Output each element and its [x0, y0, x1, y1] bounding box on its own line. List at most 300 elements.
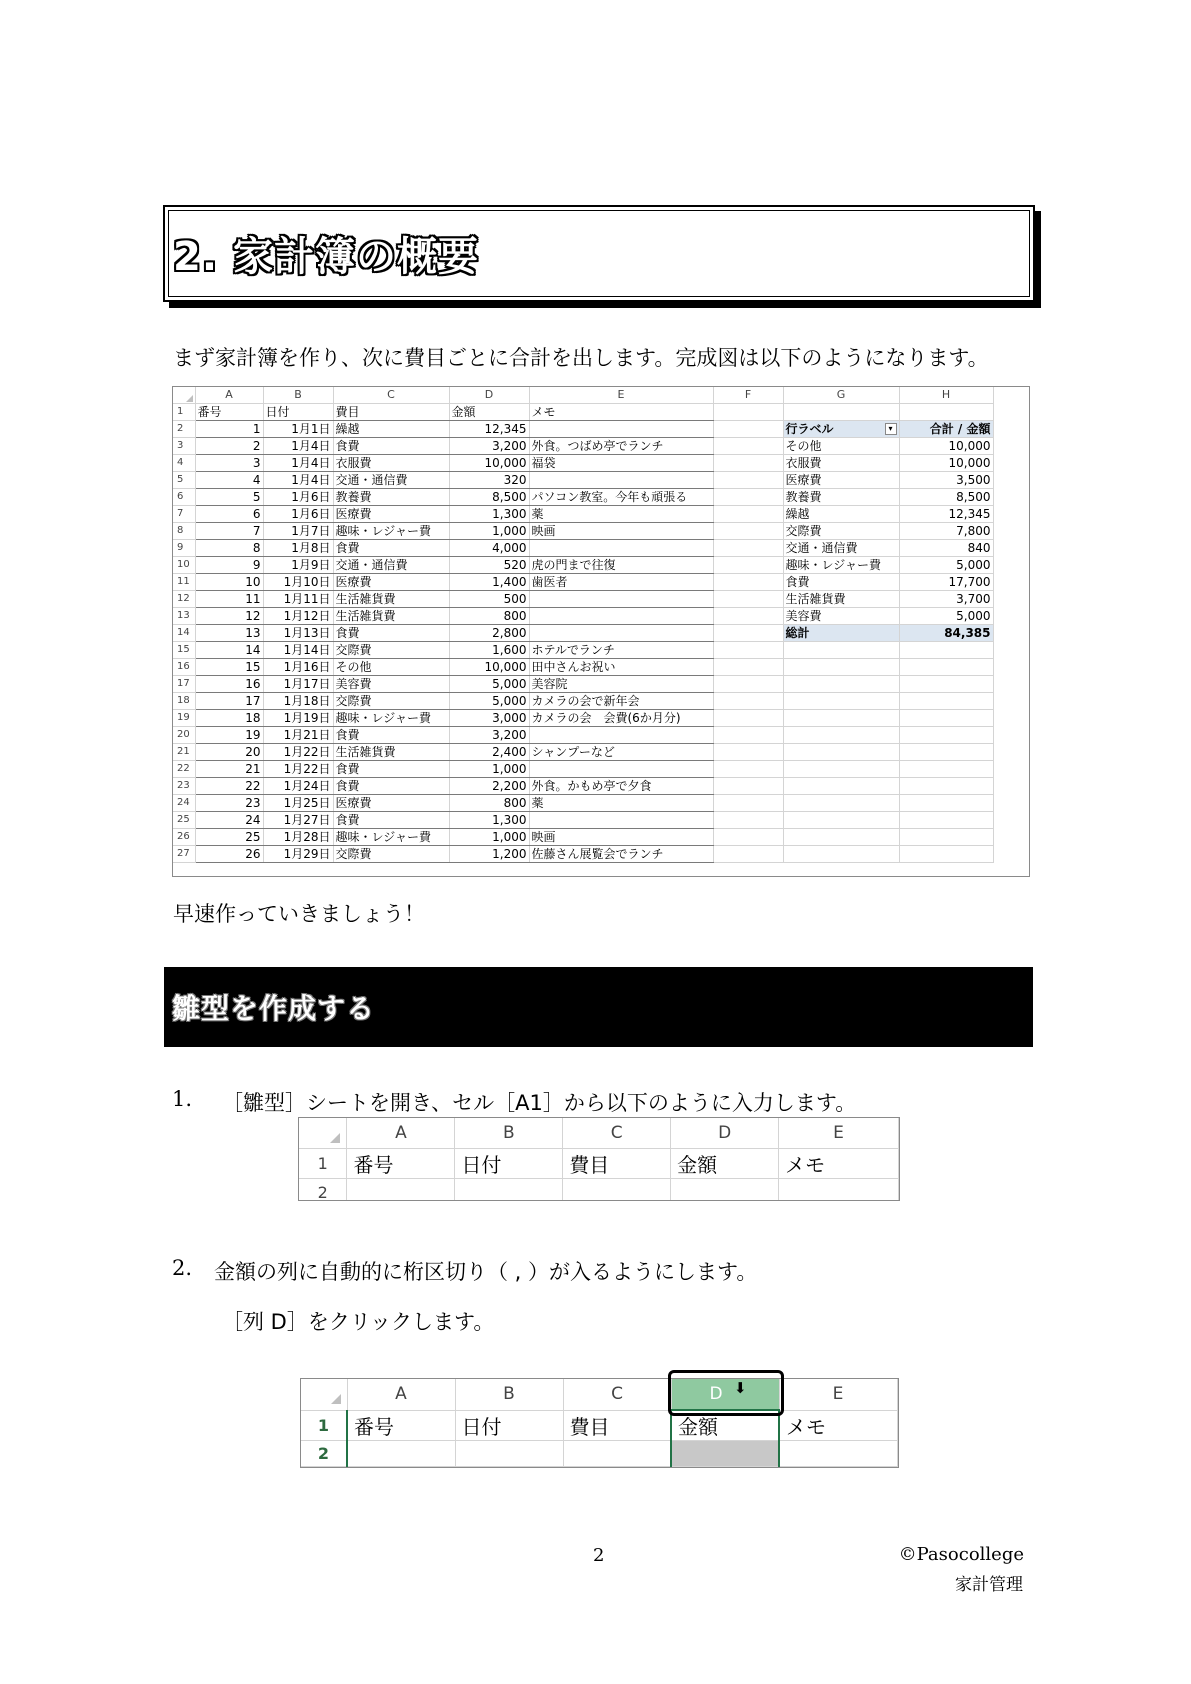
cell-a1[interactable]: 番号: [347, 1149, 455, 1179]
cell-amount[interactable]: 3,000: [449, 710, 529, 727]
cell-category[interactable]: 食費: [333, 625, 449, 642]
cell-memo[interactable]: 薬: [529, 506, 713, 523]
header-cell-date[interactable]: 日付: [263, 404, 333, 421]
pivot-row-value[interactable]: 8,500: [899, 489, 993, 506]
cell-date[interactable]: 1月27日: [263, 812, 333, 829]
cell[interactable]: [899, 846, 993, 863]
cell-category[interactable]: 交際費: [333, 846, 449, 863]
cell-memo[interactable]: 外食。かもめ亭で夕食: [529, 778, 713, 795]
cell-category[interactable]: 趣味・レジャー費: [333, 523, 449, 540]
pivot-row-value[interactable]: 3,500: [899, 472, 993, 489]
cell-c1[interactable]: 費目: [563, 1149, 671, 1179]
row-number: 16: [173, 659, 195, 676]
column-header-f[interactable]: F: [713, 387, 783, 404]
cell[interactable]: [713, 829, 783, 846]
cell-number[interactable]: 3: [195, 455, 263, 472]
cell-number[interactable]: 15: [195, 659, 263, 676]
column-header-b[interactable]: B: [263, 387, 333, 404]
table-row: [173, 608, 993, 625]
row-header-1[interactable]: 1: [301, 1410, 347, 1441]
cell-date[interactable]: 1月18日: [263, 693, 333, 710]
column-header-c[interactable]: C: [563, 1379, 671, 1410]
column-header-a[interactable]: A: [347, 1118, 455, 1149]
cell[interactable]: [713, 642, 783, 659]
cell-date[interactable]: 1月4日: [263, 472, 333, 489]
cell-number[interactable]: 12: [195, 608, 263, 625]
cell-memo[interactable]: 虎の門まで往復: [529, 557, 713, 574]
cell-date[interactable]: 1月29日: [263, 846, 333, 863]
cell-d1[interactable]: 金額: [671, 1149, 779, 1179]
cell-date[interactable]: 1月21日: [263, 727, 333, 744]
cell-b1[interactable]: 日付: [455, 1410, 563, 1441]
mini-spreadsheet-2: [300, 1378, 899, 1468]
cell[interactable]: [713, 438, 783, 455]
cell[interactable]: [899, 829, 993, 846]
cell-amount[interactable]: 4,000: [449, 540, 529, 557]
cell-amount[interactable]: 1,000: [449, 761, 529, 778]
column-header-e[interactable]: E: [529, 387, 713, 404]
cell-amount[interactable]: 1,400: [449, 574, 529, 591]
pivot-row-value[interactable]: 10,000: [899, 438, 993, 455]
row-header-1[interactable]: 1: [299, 1149, 347, 1179]
cell[interactable]: [899, 642, 993, 659]
cell-b2[interactable]: [455, 1179, 563, 1202]
pivot-row-label[interactable]: 食費: [783, 574, 899, 591]
cell-date[interactable]: 1月1日: [263, 421, 333, 438]
cell-memo[interactable]: [529, 421, 713, 438]
pivot-row-value[interactable]: 7,800: [899, 523, 993, 540]
cell-memo[interactable]: 薬: [529, 795, 713, 812]
cell[interactable]: [783, 659, 899, 676]
column-header-a[interactable]: A: [347, 1379, 455, 1410]
cell-category[interactable]: 生活雑貨費: [333, 591, 449, 608]
cell-date[interactable]: 1月6日: [263, 489, 333, 506]
cell-amount[interactable]: 800: [449, 608, 529, 625]
cell[interactable]: [783, 744, 899, 761]
cell-number[interactable]: 23: [195, 795, 263, 812]
cell-amount[interactable]: 5,000: [449, 693, 529, 710]
cell[interactable]: [783, 761, 899, 778]
table-row: [173, 523, 993, 540]
cell-memo[interactable]: [529, 540, 713, 557]
cell-number[interactable]: 4: [195, 472, 263, 489]
table-row: [173, 438, 993, 455]
cell[interactable]: [899, 710, 993, 727]
cell[interactable]: [899, 761, 993, 778]
pivot-row-value[interactable]: 17,700: [899, 574, 993, 591]
cell-amount[interactable]: 320: [449, 472, 529, 489]
cell[interactable]: [713, 744, 783, 761]
cell-category[interactable]: 医療費: [333, 795, 449, 812]
cell-d1-selected[interactable]: 金額: [671, 1410, 779, 1441]
cell-memo[interactable]: 美容院: [529, 676, 713, 693]
cell[interactable]: [713, 795, 783, 812]
cell[interactable]: [713, 659, 783, 676]
pivot-row-value[interactable]: 840: [899, 540, 993, 557]
table-row: [173, 846, 993, 863]
table-row: [173, 472, 993, 489]
cell-memo[interactable]: 田中さんお祝い: [529, 659, 713, 676]
pivot-row-value[interactable]: 12,345: [899, 506, 993, 523]
cell-amount[interactable]: 1,300: [449, 506, 529, 523]
cell-e1[interactable]: メモ: [779, 1149, 899, 1179]
cell-date[interactable]: 1月28日: [263, 829, 333, 846]
cell-date[interactable]: 1月19日: [263, 710, 333, 727]
pivot-row-value[interactable]: 5,000: [899, 557, 993, 574]
cell-category[interactable]: 美容費: [333, 676, 449, 693]
cell-memo[interactable]: カメラの会 会費(6か月分): [529, 710, 713, 727]
cell-category[interactable]: 食費: [333, 540, 449, 557]
row-number: 6: [173, 489, 195, 506]
cell[interactable]: [783, 812, 899, 829]
cell-amount[interactable]: 2,400: [449, 744, 529, 761]
cell-category[interactable]: 交通・通信費: [333, 557, 449, 574]
cell-memo[interactable]: [529, 761, 713, 778]
cell[interactable]: [713, 727, 783, 744]
table-row: [173, 574, 993, 591]
cell-date[interactable]: 1月4日: [263, 455, 333, 472]
cell-amount[interactable]: 500: [449, 591, 529, 608]
filter-dropdown-icon[interactable]: ▾: [885, 423, 897, 435]
row-number: 13: [173, 608, 195, 625]
cell[interactable]: [713, 761, 783, 778]
cell-number[interactable]: 26: [195, 846, 263, 863]
cell-category[interactable]: 医療費: [333, 574, 449, 591]
column-header-d[interactable]: D: [671, 1118, 779, 1149]
mini-spreadsheet-1: [298, 1117, 900, 1201]
cell-date[interactable]: 1月6日: [263, 506, 333, 523]
cell-a2[interactable]: [347, 1441, 455, 1467]
cell-amount[interactable]: 2,200: [449, 778, 529, 795]
cell[interactable]: [899, 795, 993, 812]
cell-memo[interactable]: 映画: [529, 829, 713, 846]
cell-date[interactable]: 1月13日: [263, 625, 333, 642]
row-header-2[interactable]: 2: [299, 1179, 347, 1202]
cell[interactable]: [783, 642, 899, 659]
column-header-a[interactable]: A: [195, 387, 263, 404]
cell-memo[interactable]: 佐藤さん展覧会でランチ: [529, 846, 713, 863]
pivot-row-label[interactable]: 交際費: [783, 523, 899, 540]
cell-category[interactable]: 食費: [333, 812, 449, 829]
header-cell-number[interactable]: 番号: [195, 404, 263, 421]
cell-number[interactable]: 25: [195, 829, 263, 846]
cell[interactable]: [713, 455, 783, 472]
cell-memo[interactable]: [529, 472, 713, 489]
cell[interactable]: [713, 812, 783, 829]
cell-memo[interactable]: [529, 727, 713, 744]
cell[interactable]: [899, 693, 993, 710]
cell-d2-selected[interactable]: [671, 1441, 779, 1467]
section-title-box: [163, 205, 1035, 302]
column-header-e[interactable]: E: [779, 1379, 897, 1410]
table-row: [173, 795, 993, 812]
cell-category[interactable]: 衣服費: [333, 455, 449, 472]
column-header-d[interactable]: D: [449, 387, 529, 404]
cell[interactable]: [899, 778, 993, 795]
cell[interactable]: [713, 574, 783, 591]
cell[interactable]: [783, 710, 899, 727]
cell-amount[interactable]: 1,300: [449, 812, 529, 829]
mini-spreadsheet-2-table: [301, 1379, 898, 1467]
pivot-total-label[interactable]: 総計: [783, 625, 899, 642]
banner-title: 雛型を作成する: [172, 992, 376, 1025]
cell[interactable]: [713, 523, 783, 540]
cell[interactable]: [783, 693, 899, 710]
pivot-row-label[interactable]: 趣味・レジャー費: [783, 557, 899, 574]
cell-memo[interactable]: [529, 625, 713, 642]
cell-amount[interactable]: 8,500: [449, 489, 529, 506]
cell-date[interactable]: 1月25日: [263, 795, 333, 812]
cell-number[interactable]: 17: [195, 693, 263, 710]
cell-memo[interactable]: [529, 591, 713, 608]
cell-c2[interactable]: [563, 1441, 671, 1467]
cell[interactable]: [899, 727, 993, 744]
cell-number[interactable]: 13: [195, 625, 263, 642]
cell[interactable]: [713, 489, 783, 506]
cell-category[interactable]: 交通・通信費: [333, 472, 449, 489]
cell[interactable]: [713, 591, 783, 608]
cell-date[interactable]: 1月22日: [263, 761, 333, 778]
footer-subject: 家計管理: [955, 1575, 1023, 1595]
cell-category[interactable]: 趣味・レジャー費: [333, 829, 449, 846]
cell[interactable]: [713, 404, 783, 421]
cell-memo[interactable]: 歯医者: [529, 574, 713, 591]
cell[interactable]: [899, 676, 993, 693]
cell-number[interactable]: 20: [195, 744, 263, 761]
cell-amount[interactable]: 1,600: [449, 642, 529, 659]
column-header-e[interactable]: E: [779, 1118, 899, 1149]
cell[interactable]: [783, 727, 899, 744]
row-header-2[interactable]: 2: [301, 1441, 347, 1467]
cell-amount[interactable]: 1,200: [449, 846, 529, 863]
cell-date[interactable]: 1月14日: [263, 642, 333, 659]
cell-amount[interactable]: 520: [449, 557, 529, 574]
cell[interactable]: [713, 557, 783, 574]
cell-e1[interactable]: メモ: [779, 1410, 897, 1441]
cell-date[interactable]: 1月10日: [263, 574, 333, 591]
cell-amount[interactable]: 3,200: [449, 727, 529, 744]
cell-category[interactable]: 食費: [333, 778, 449, 795]
cell-number[interactable]: 10: [195, 574, 263, 591]
row-number: 4: [173, 455, 195, 472]
header-cell-amount[interactable]: 金額: [449, 404, 529, 421]
header-cell-memo[interactable]: メモ: [529, 404, 713, 421]
cell[interactable]: [713, 676, 783, 693]
cell-amount[interactable]: 12,345: [449, 421, 529, 438]
cell-number[interactable]: 2: [195, 438, 263, 455]
cell-number[interactable]: 11: [195, 591, 263, 608]
select-all-corner[interactable]: [173, 387, 195, 404]
cell-amount[interactable]: 5,000: [449, 676, 529, 693]
cell-b1[interactable]: 日付: [455, 1149, 563, 1179]
pivot-row-value[interactable]: 3,700: [899, 591, 993, 608]
cell-date[interactable]: 1月9日: [263, 557, 333, 574]
cell-amount[interactable]: 1,000: [449, 523, 529, 540]
cell[interactable]: [783, 795, 899, 812]
column-header-c[interactable]: C: [333, 387, 449, 404]
cell[interactable]: [713, 506, 783, 523]
cell-category[interactable]: 教養費: [333, 489, 449, 506]
cell-c1[interactable]: 費目: [563, 1410, 671, 1441]
section-title: 2. 家計簿の概要: [173, 234, 479, 280]
table-row: [173, 710, 993, 727]
cell[interactable]: [713, 846, 783, 863]
cell-date[interactable]: 1月16日: [263, 659, 333, 676]
cell-e2[interactable]: [779, 1179, 899, 1202]
cell[interactable]: [899, 659, 993, 676]
cell-category[interactable]: その他: [333, 659, 449, 676]
table-header-row: [173, 404, 993, 421]
cell-category[interactable]: 趣味・レジャー費: [333, 710, 449, 727]
table-row: [173, 693, 993, 710]
cell[interactable]: [713, 472, 783, 489]
row-number: 26: [173, 829, 195, 846]
cell[interactable]: [899, 744, 993, 761]
row-number: 27: [173, 846, 195, 863]
cell-date[interactable]: 1月7日: [263, 523, 333, 540]
cell-category[interactable]: 食費: [333, 727, 449, 744]
cell-memo[interactable]: 福袋: [529, 455, 713, 472]
cell[interactable]: [783, 404, 899, 421]
row-number: 9: [173, 540, 195, 557]
cell-date[interactable]: 1月8日: [263, 540, 333, 557]
cell-number[interactable]: 16: [195, 676, 263, 693]
cell-amount[interactable]: 10,000: [449, 659, 529, 676]
cell[interactable]: [783, 846, 899, 863]
cell[interactable]: [713, 540, 783, 557]
cell-number[interactable]: 9: [195, 557, 263, 574]
cell[interactable]: [899, 404, 993, 421]
pivot-row-label[interactable]: 教養費: [783, 489, 899, 506]
mini-spreadsheet-1-table: [299, 1118, 899, 1201]
cell-c2[interactable]: [563, 1179, 671, 1202]
cell[interactable]: [713, 693, 783, 710]
column-header-g[interactable]: G: [783, 387, 899, 404]
select-all-corner[interactable]: [299, 1118, 347, 1149]
row-number: 19: [173, 710, 195, 727]
cell-date[interactable]: 1月12日: [263, 608, 333, 625]
cell-number[interactable]: 19: [195, 727, 263, 744]
cell-category[interactable]: 繰越: [333, 421, 449, 438]
table-row: [173, 778, 993, 795]
cell-category[interactable]: 食費: [333, 438, 449, 455]
cell-number[interactable]: 7: [195, 523, 263, 540]
cell[interactable]: [713, 421, 783, 438]
cell-amount[interactable]: 10,000: [449, 455, 529, 472]
cell-number[interactable]: 22: [195, 778, 263, 795]
cell-date[interactable]: 1月22日: [263, 744, 333, 761]
cell-category[interactable]: 生活雑貨費: [333, 608, 449, 625]
pivot-row-label[interactable]: 繰越: [783, 506, 899, 523]
cell-number[interactable]: 24: [195, 812, 263, 829]
pivot-value-header[interactable]: 合計 / 金額: [899, 421, 993, 438]
cell-e2[interactable]: [779, 1441, 897, 1467]
column-header-b[interactable]: B: [455, 1379, 563, 1410]
pivot-row-label[interactable]: 生活雑貨費: [783, 591, 899, 608]
cell-date[interactable]: 1月24日: [263, 778, 333, 795]
pivot-row-label[interactable]: その他: [783, 438, 899, 455]
pivot-row-label[interactable]: 医療費: [783, 472, 899, 489]
cell-memo[interactable]: 外食。つばめ亭でランチ: [529, 438, 713, 455]
cell-number[interactable]: 21: [195, 761, 263, 778]
cell[interactable]: [713, 625, 783, 642]
pivot-row-label-header[interactable]: 行ラベル ▾: [783, 421, 899, 438]
table-row: [173, 489, 993, 506]
cell-date[interactable]: 1月11日: [263, 591, 333, 608]
select-all-corner[interactable]: [301, 1379, 347, 1410]
cell-category[interactable]: 生活雑貨費: [333, 744, 449, 761]
cell[interactable]: [713, 608, 783, 625]
row-number: 10: [173, 557, 195, 574]
cell-d2[interactable]: [671, 1179, 779, 1202]
row-number: 8: [173, 523, 195, 540]
table-row: [173, 727, 993, 744]
pivot-row-label[interactable]: 交通・通信費: [783, 540, 899, 557]
lets-start-text: 早速作っていきましょう！: [173, 902, 425, 926]
cell-memo[interactable]: ホテルでランチ: [529, 642, 713, 659]
pivot-total-value[interactable]: 84,385: [899, 625, 993, 642]
cell-memo[interactable]: パソコン教室。今年も頑張る: [529, 489, 713, 506]
cell-number[interactable]: 14: [195, 642, 263, 659]
cell-b2[interactable]: [455, 1441, 563, 1467]
copyright: ©Pasocollege: [898, 1544, 1024, 1565]
completed-spreadsheet-table: [173, 387, 994, 863]
cell-category[interactable]: 医療費: [333, 506, 449, 523]
cell-number[interactable]: 18: [195, 710, 263, 727]
pivot-row-value[interactable]: 10,000: [899, 455, 993, 472]
cell-number[interactable]: 5: [195, 489, 263, 506]
cell-number[interactable]: 6: [195, 506, 263, 523]
cell-memo[interactable]: カメラの会で新年会: [529, 693, 713, 710]
cell-memo[interactable]: シャンプーなど: [529, 744, 713, 761]
pivot-row-label[interactable]: 衣服費: [783, 455, 899, 472]
table-row: [173, 676, 993, 693]
cell-category[interactable]: 交際費: [333, 642, 449, 659]
cell-amount[interactable]: 1,000: [449, 829, 529, 846]
cell-amount[interactable]: 800: [449, 795, 529, 812]
cell-date[interactable]: 1月4日: [263, 438, 333, 455]
cell[interactable]: [713, 778, 783, 795]
column-header-b[interactable]: B: [455, 1118, 563, 1149]
cell[interactable]: [783, 676, 899, 693]
cell-number[interactable]: 1: [195, 421, 263, 438]
cell[interactable]: [713, 710, 783, 727]
cell-category[interactable]: 交際費: [333, 693, 449, 710]
column-header-h[interactable]: H: [899, 387, 993, 404]
intro-text: まず家計簿を作り、次に費目ごとに合計を出します。完成図は以下のようになります。: [173, 346, 989, 370]
pivot-row-label[interactable]: 美容費: [783, 608, 899, 625]
row-number: 5: [173, 472, 195, 489]
cell[interactable]: [783, 778, 899, 795]
cell-category[interactable]: 食費: [333, 761, 449, 778]
pivot-row-value[interactable]: 5,000: [899, 608, 993, 625]
step1-text: ［雛型］シートを開き、セル［A1］から以下のように入力します。: [222, 1091, 857, 1115]
cell-memo[interactable]: [529, 812, 713, 829]
table-row: [173, 744, 993, 761]
cell-memo[interactable]: 映画: [529, 523, 713, 540]
cell-a1[interactable]: 番号: [347, 1410, 455, 1441]
column-header-c[interactable]: C: [563, 1118, 671, 1149]
cell-amount[interactable]: 2,800: [449, 625, 529, 642]
cell-date[interactable]: 1月17日: [263, 676, 333, 693]
cell[interactable]: [783, 829, 899, 846]
cell-number[interactable]: 8: [195, 540, 263, 557]
cell-a2[interactable]: [347, 1179, 455, 1202]
cell-memo[interactable]: [529, 608, 713, 625]
cell[interactable]: [899, 812, 993, 829]
header-cell-category[interactable]: 費目: [333, 404, 449, 421]
cell-amount[interactable]: 3,200: [449, 438, 529, 455]
